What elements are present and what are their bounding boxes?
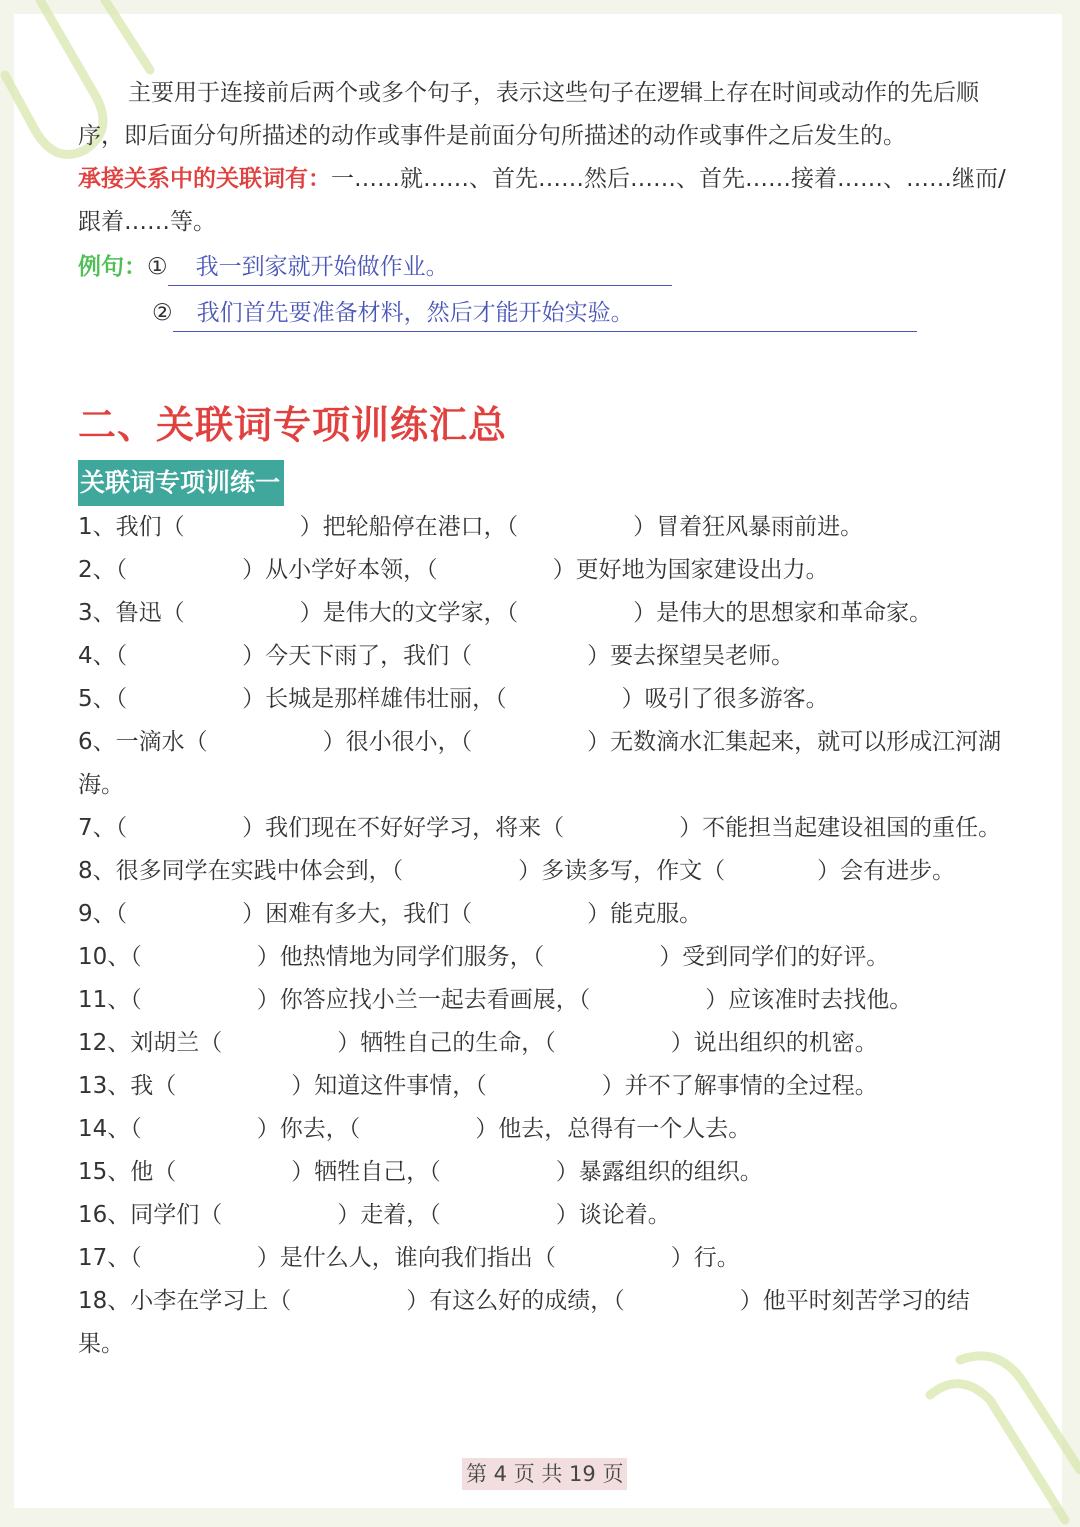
question-item: 2、（ ）从小学好本领，（ ）更好地为国家建设出力。 [78, 557, 829, 583]
example-text: 我们首先要准备材料，然后才能开始实验。 [173, 295, 917, 332]
conjunction-label: 承接关系中的关联词有： [78, 166, 331, 192]
question-item: 17、（ ）是什么人，谁向我们指出（ ）行。 [78, 1245, 740, 1271]
conjunction-list: 一……就……、首先……然后……、首先……接着……、……继而/跟着……等。 [78, 166, 1006, 235]
question-item: 14、（ ）你去，（ ）他去，总得有一个人去。 [78, 1116, 752, 1142]
exercise-banner: 关联词专项训练一 [78, 460, 284, 506]
example-sentence-2 [78, 290, 1008, 336]
question-item: 3、鲁迅（ ）是伟大的文学家，（ ）是伟大的思想家和革命家。 [78, 600, 933, 626]
intro-paragraph: 主要用于连接前后两个或多个句子，表示这些句子在逻辑上存在时间或动作的先后顺序，即后面分句所描述的动作或事件是前面分句所描述的动作或事件之后发生的。 [78, 80, 979, 149]
question-item: 8、很多同学在实践中体会到，（ ）多读多写，作文（ ）会有进步。 [78, 858, 956, 884]
question-item: 5、（ ）长城是那样雄伟壮丽，（ ）吸引了很多游客。 [78, 686, 829, 712]
question-item: 16、同学们（ ）走着，（ ）谈论着。 [78, 1202, 671, 1228]
example-number: ② [152, 300, 173, 326]
question-item: 15、他（ ）牺牲自己，（ ）暴露组织的组织。 [78, 1159, 763, 1185]
example-text: 我一到家就开始做作业。 [168, 249, 672, 286]
question-item: 1、我们（ ）把轮船停在港口，（ ）冒着狂风暴雨前进。 [78, 514, 864, 540]
question-item: 11、（ ）你答应找小兰一起去看画展，（ ）应该准时去找他。 [78, 987, 913, 1013]
question-item: 6、一滴水（ ）很小很小，（ ）无数滴水汇集起来，就可以形成江河湖海。 [78, 729, 1002, 798]
example-sentence-1 [78, 244, 1008, 290]
question-item: 13、我（ ）知道这件事情，（ ）并不了解事情的全过程。 [78, 1073, 878, 1099]
question-item: 7、（ ）我们现在不好好学习，将来（ ）不能担当起建设祖国的重任。 [78, 815, 1002, 841]
example-number: ① [147, 254, 168, 280]
conjunction-paragraph [78, 158, 1008, 244]
question-list [78, 506, 1008, 1366]
example-label: 例句： [78, 254, 147, 280]
question-item: 18、小李在学习上（ ）有这么好的成绩，（ ）他平时刻苦学习的结果。 [78, 1288, 970, 1357]
question-item: 10、（ ）他热情地为同学们服务，（ ）受到同学们的好评。 [78, 944, 890, 970]
section-title: 二、关联词专项训练汇总 [78, 403, 508, 447]
question-item: 9、（ ）困难有多大，我们（ ）能克服。 [78, 901, 703, 927]
question-item: 4、（ ）今天下雨了，我们（ ）要去探望吴老师。 [78, 643, 795, 669]
page-number-footer: 第 4 页 共 19 页 [462, 1458, 627, 1490]
document-content [78, 72, 1008, 1366]
question-item: 12、刘胡兰（ ）牺牲自己的生命，（ ）说出组织的机密。 [78, 1030, 878, 1056]
